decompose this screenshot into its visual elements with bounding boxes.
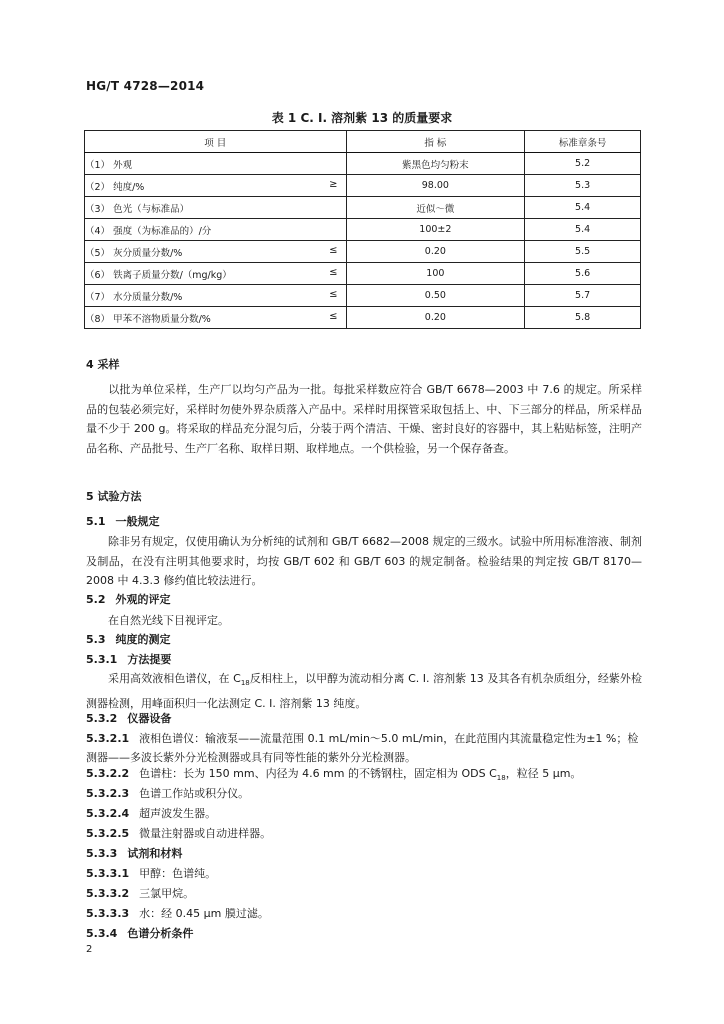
- section-4-heading: 4 采样: [86, 358, 120, 371]
- table-row: [85, 263, 641, 285]
- row-clause: 5.7: [525, 285, 641, 307]
- clause-5-3-2-2: 5.3.2.2 色谱柱：长为 150 mm、内径为 4.6 mm 的不锈钢柱，固定相为 ODS $C_{18}$，粒径 5 μm。: [86, 767, 582, 783]
- quality-requirements-table: [84, 130, 641, 329]
- row-indicator: 0.20: [346, 241, 525, 263]
- header-item: 项 目: [85, 131, 347, 153]
- table-row: [85, 219, 641, 241]
- table-row: [85, 175, 641, 197]
- row-indicator: 0.50: [346, 285, 525, 307]
- section-5-1-heading: 5.1 一般规定: [86, 515, 160, 528]
- clause-5-3-2-4: 5.3.2.4 超声波发生器。: [86, 807, 217, 820]
- standard-code: HG/T 4728—2014: [86, 79, 205, 93]
- header-indicator: 指 标: [346, 131, 525, 153]
- row-item: （1） 外观: [85, 153, 347, 175]
- row-indicator: 98.00: [346, 175, 525, 197]
- row-item: （7） 水分质量分数/% ≤: [85, 285, 347, 307]
- section-5-3-4-heading: 5.3.4 色谱分析条件: [86, 927, 194, 940]
- table-row: [85, 197, 641, 219]
- row-clause: 5.5: [525, 241, 641, 263]
- row-indicator: 近似～微: [346, 197, 525, 219]
- row-item: （6） 铁离子质量分数/（mg/kg） ≤: [85, 263, 347, 285]
- section-5-heading: 5 试验方法: [86, 490, 142, 503]
- clause-5-3-3-2: 5.3.3.2 三氯甲烷。: [86, 887, 195, 900]
- section-4-paragraph: 以批为单位采样，生产厂以均匀产品为一批。每批采样数应符合 GB/T 6678—2003 中 7.6 的规定。所采样品的包装必须完好，采样时勿使外界杂质落入产品中。采样时用探管采取包括上、中、下三部分的样品，所采样品量不少于 200 g。将采取的样品充分混匀后，分装于两个清洁、干燥、密封良好的容器中，其上粘贴标签，注明产品名称、产品批号、生产厂名称、取样日期、取样地点。一个供检验，另一个保存备查。: [86, 383, 642, 455]
- row-clause: 5.4: [525, 197, 641, 219]
- row-indicator: 紫黑色均匀粉末: [346, 153, 525, 175]
- clause-5-3-3-3: 5.3.3.3 水：经 0.45 μm 膜过滤。: [86, 907, 269, 920]
- row-clause: 5.6: [525, 263, 641, 285]
- table-row: [85, 153, 641, 175]
- section-5-3-heading: 5.3 纯度的测定: [86, 633, 171, 646]
- row-item: （4） 强度（为标准品的）/分: [85, 219, 347, 241]
- section-5-3-3-heading: 5.3.3 试剂和材料: [86, 847, 183, 860]
- row-indicator: 0.20: [346, 307, 525, 329]
- clause-5-3-3-1: 5.3.3.1 甲醇：色谱纯。: [86, 867, 217, 880]
- table-header-row: [85, 131, 641, 153]
- table-row: [85, 285, 641, 307]
- row-clause: 5.8: [525, 307, 641, 329]
- section-5-3-2-heading: 5.3.2 仪器设备: [86, 712, 172, 725]
- section-5-1-paragraph: 除非另有规定，仅使用确认为分析纯的试剂和 GB/T 6682—2008 规定的三级水。试验中所用标准溶液、制剂及制品，在没有注明其他要求时，均按 GB/T 602 和 GB/T 603 的规定制备。检验结果的判定按 GB/T 8170—2008 中 4.3.3 修约值比较法进行。: [86, 535, 642, 587]
- table-row: [85, 307, 641, 329]
- table-row: [85, 241, 641, 263]
- section-5-2-heading: 5.2 外观的评定: [86, 593, 171, 606]
- row-item: （2） 纯度/% ≥: [85, 175, 347, 197]
- row-clause: 5.2: [525, 153, 641, 175]
- section-5-3-1-paragraph: 采用高效液相色谱仪，在 $C_{18}$反相柱上，以甲醇为流动相分离 C. I. 溶剂紫 13 及其各有机杂质组分，经紫外检测器检测，用峰面积归一化法测定 C. I. 溶剂紫 13 纯度。: [86, 672, 642, 710]
- clause-5-3-2-1: 5.3.2.1 液相色谱仪：输液泵——流量范围 0.1 mL/min～5.0 mL/min，在此范围内其流量稳定性为±1 %；检测器——多波长紫外分光检测器或具有同等性能的紫外分光检测器。: [86, 732, 639, 764]
- row-clause: 5.4: [525, 219, 641, 241]
- row-indicator: 100: [346, 263, 525, 285]
- table-caption: 表 1 C. I. 溶剂紫 13 的质量要求: [271, 111, 453, 125]
- clause-5-3-2-3: 5.3.2.3 色谱工作站或积分仪。: [86, 787, 250, 800]
- row-item: （8） 甲苯不溶物质量分数/% ≤: [85, 307, 347, 329]
- section-5-2-text: 在自然光线下目视评定。: [108, 614, 229, 627]
- header-clause: 标准章条号: [525, 131, 641, 153]
- row-item: （5） 灰分质量分数/% ≤: [85, 241, 347, 263]
- row-item: （3） 色光（与标准品）: [85, 197, 347, 219]
- row-clause: 5.3: [525, 175, 641, 197]
- page-number: 2: [86, 944, 93, 955]
- row-indicator: 100±2: [346, 219, 525, 241]
- section-5-3-1-heading: 5.3.1 方法提要: [86, 653, 172, 666]
- clause-5-3-2-5: 5.3.2.5 微量注射器或自动进样器。: [86, 827, 272, 840]
